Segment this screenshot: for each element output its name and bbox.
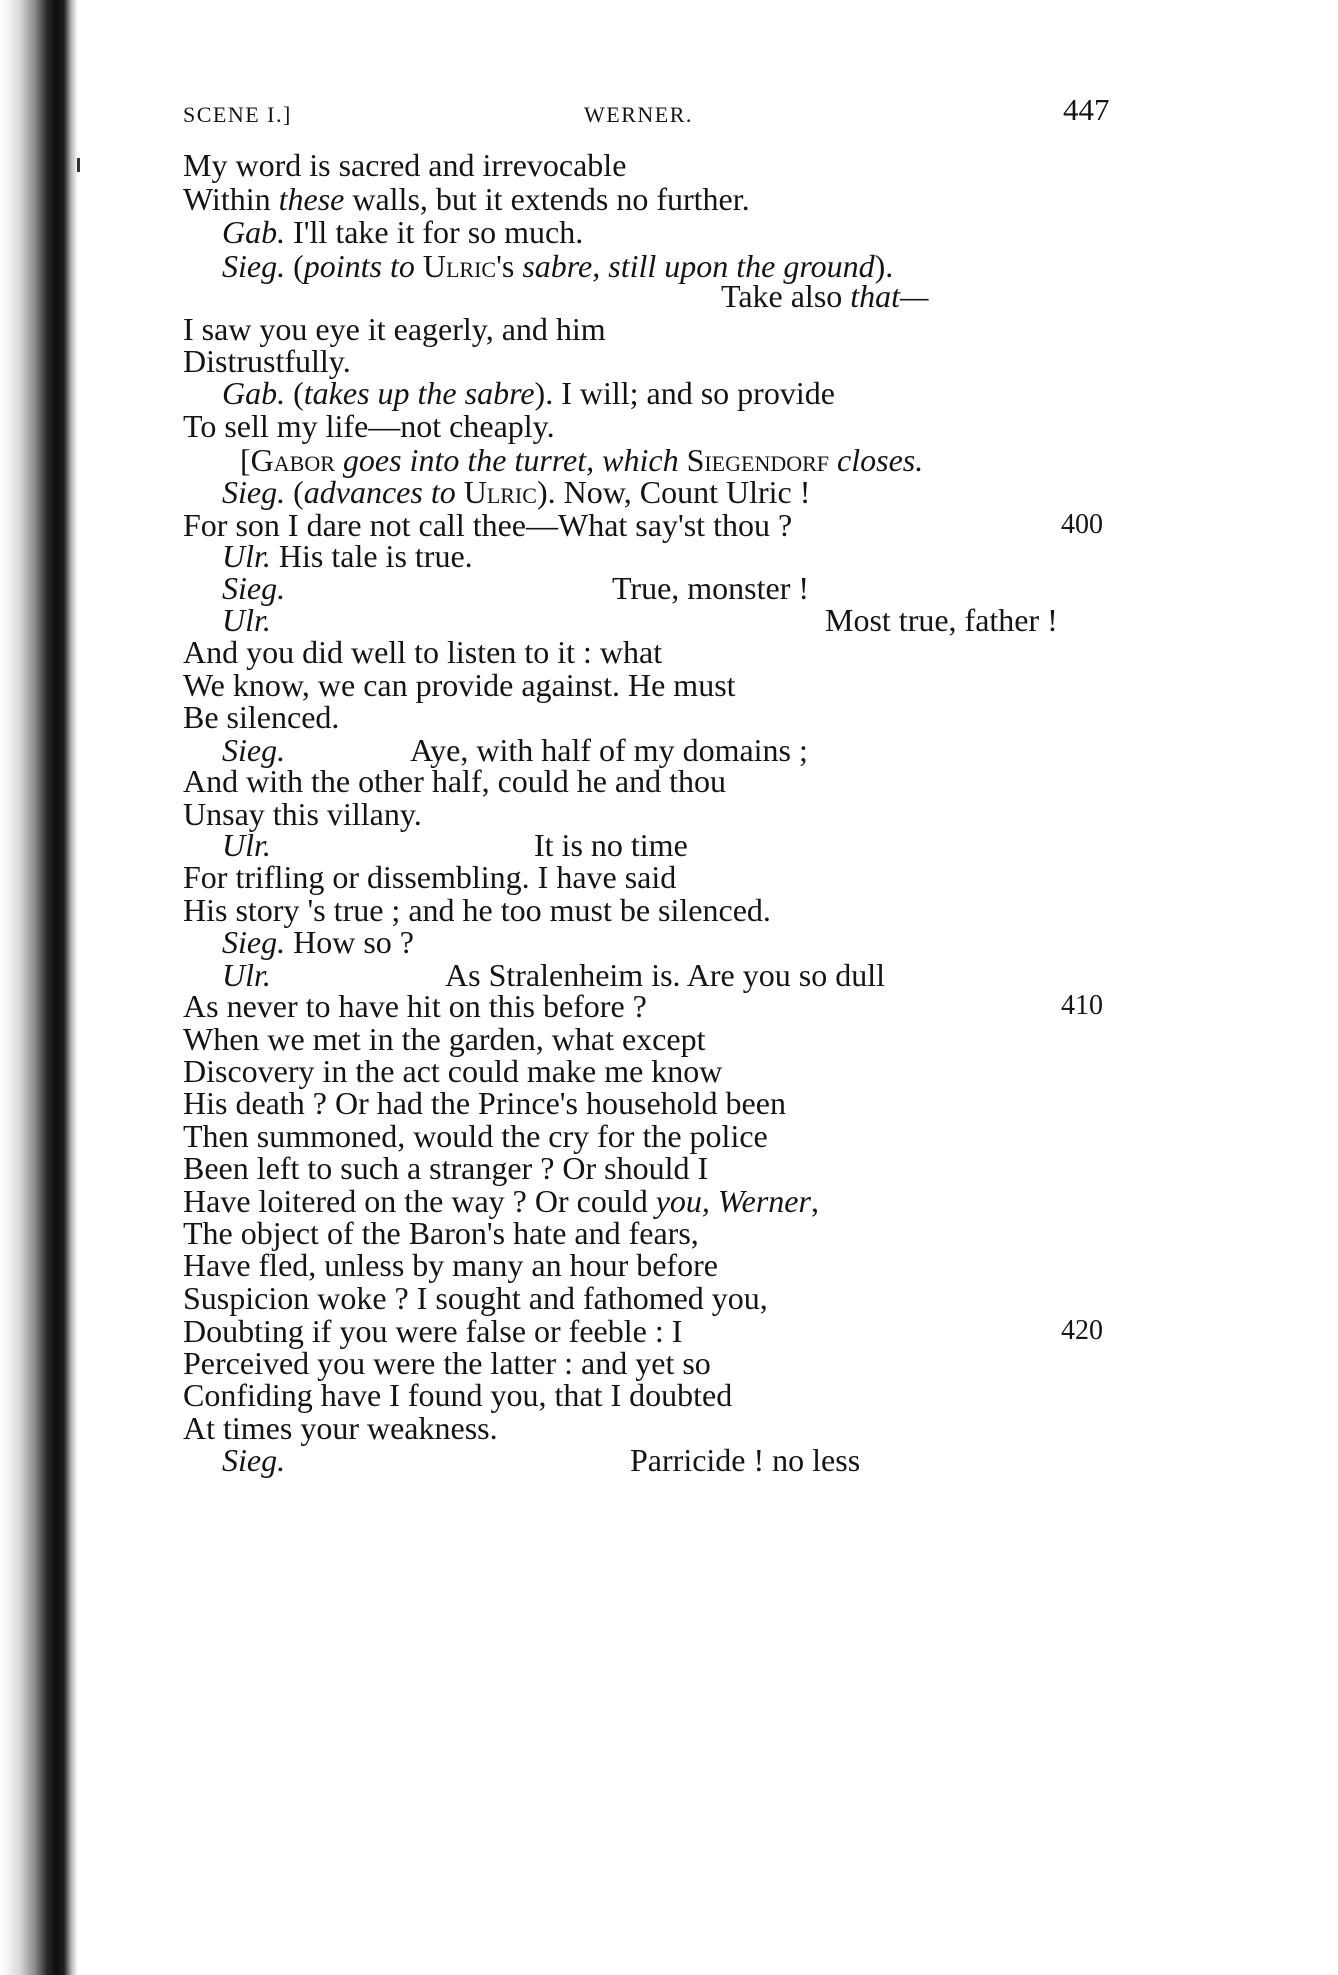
line-text: Been left to such a stranger ? Or should I — [183, 1150, 709, 1186]
italic-text: Sieg. — [222, 732, 286, 768]
line-text: Confiding have I found you, that I doubted — [183, 1377, 733, 1413]
italic-text: Ulr. — [222, 957, 271, 993]
verse-line — [630, 1440, 860, 1480]
line-text: For trifling or dissembling. I have said — [183, 859, 677, 895]
line-text: Discovery in the act could make me know — [183, 1053, 723, 1089]
line-text: Have loitered on the way ? Or could — [183, 1183, 656, 1219]
line-text: To sell my life—not cheaply. — [183, 408, 555, 444]
line-text: At times your weakness. — [183, 1410, 498, 1446]
line-number: 410 — [1061, 990, 1103, 1021]
italic-text: you, Werner — [655, 1183, 811, 1219]
italic-text: closes. — [837, 442, 924, 478]
italic-text: points to — [303, 248, 415, 284]
line-text: Have fled, unless by many an hour before — [183, 1247, 718, 1283]
italic-text: Ulr. — [222, 827, 271, 863]
verse-line — [612, 568, 809, 608]
line-text: Doubting if you were false or feeble : I — [183, 1313, 683, 1349]
line-text: ( — [285, 375, 304, 411]
italic-text: takes up the sabre — [303, 375, 535, 411]
line-text: I saw you eye it eagerly, and him — [183, 311, 606, 347]
italic-text: Sieg. — [222, 1442, 286, 1478]
line-text: Perceived you were the latter : and yet so — [183, 1345, 711, 1381]
verse-line — [222, 1440, 285, 1480]
line-text: Unsay this villany. — [183, 796, 422, 832]
running-header — [0, 92, 1338, 132]
line-text: My word is sacred and irrevocable — [183, 147, 627, 183]
line-text: Parricide ! no less — [630, 1442, 861, 1478]
italic-text: Sieg. — [222, 570, 286, 606]
line-text: When we met in the garden, what except — [183, 1021, 706, 1057]
line-text: His death ? Or had the Prince's household been — [183, 1085, 786, 1121]
line-text: 's — [496, 248, 523, 284]
italic-text: that— — [850, 278, 929, 314]
line-number: 420 — [1061, 1315, 1103, 1346]
line-text: True, monster ! — [612, 570, 810, 606]
line-text: Be silenced. — [183, 699, 340, 735]
line-text: I'll take it for so much. — [285, 214, 584, 250]
verse-line — [183, 794, 422, 834]
italic-text: Sieg. — [222, 474, 286, 510]
line-text: How so ? — [285, 924, 414, 960]
line-text: Take also — [721, 278, 851, 314]
book-gutter-shadow — [0, 0, 78, 1975]
running-head-title: WERNER. — [584, 102, 693, 127]
line-text: And you did well to listen to it : what — [183, 634, 663, 670]
line-text: Aye, with half of my domains ; — [410, 732, 808, 768]
small-caps-name: Ulric — [422, 248, 497, 284]
margin-mark — [77, 158, 80, 172]
italic-text: sabre, still upon the ground — [522, 248, 875, 284]
italic-text: Gab. — [222, 214, 286, 250]
line-text: For son I dare not call thee—What say'st thou ? — [183, 507, 793, 543]
line-text: His story 's true ; and he too must be silenced. — [183, 892, 771, 928]
line-text: We know, we can provide against. He must — [183, 667, 736, 703]
running-head-left: SCENE I.] — [183, 102, 292, 127]
line-text: Most true, father ! — [825, 602, 1058, 638]
line-text — [415, 248, 423, 284]
italic-text: these — [278, 181, 345, 217]
line-text: ( — [285, 474, 304, 510]
small-caps-name: Gabor — [250, 442, 335, 478]
line-text: ( — [285, 248, 304, 284]
line-text: , — [810, 1183, 819, 1219]
italic-text: Gab. — [222, 375, 286, 411]
italic-text: Ulr. — [222, 538, 271, 574]
line-text: Suspicion woke ? I sought and fathomed you, — [183, 1280, 768, 1316]
line-text: ). — [874, 248, 894, 284]
line-text: As never to have hit on this before ? — [183, 988, 647, 1024]
line-text: His tale is true. — [270, 538, 473, 574]
page-number: 447 — [1063, 92, 1110, 127]
italic-text: Sieg. — [222, 924, 286, 960]
italic-text: Ulr. — [222, 602, 271, 638]
small-caps-name: Siegendorf — [686, 442, 830, 478]
line-text: Distrustfully. — [183, 343, 351, 379]
line-text: walls, but it extends no further. — [344, 181, 750, 217]
italic-text: goes into the turret, which — [342, 442, 679, 478]
line-text: The object of the Baron's hate and fears, — [183, 1215, 699, 1251]
line-number: 400 — [1061, 509, 1103, 540]
verse-line — [721, 276, 929, 316]
small-caps-name: Ulric — [463, 474, 537, 510]
italic-text: advances to — [303, 474, 456, 510]
line-text: It is no time — [534, 827, 688, 863]
line-text: ). Now, Count Ulric ! — [536, 474, 811, 510]
line-text: Then summoned, would the cry for the police — [183, 1118, 768, 1154]
line-text — [829, 442, 837, 478]
line-text: As Stralenheim is. Are you so dull — [445, 957, 885, 993]
line-text: ). I will; and so provide — [534, 375, 835, 411]
verse-line — [825, 600, 1058, 640]
italic-text: Sieg. — [222, 248, 286, 284]
line-text: Within — [183, 181, 279, 217]
line-text: And with the other half, could he and thou — [183, 763, 726, 799]
line-text: [ — [240, 442, 251, 478]
